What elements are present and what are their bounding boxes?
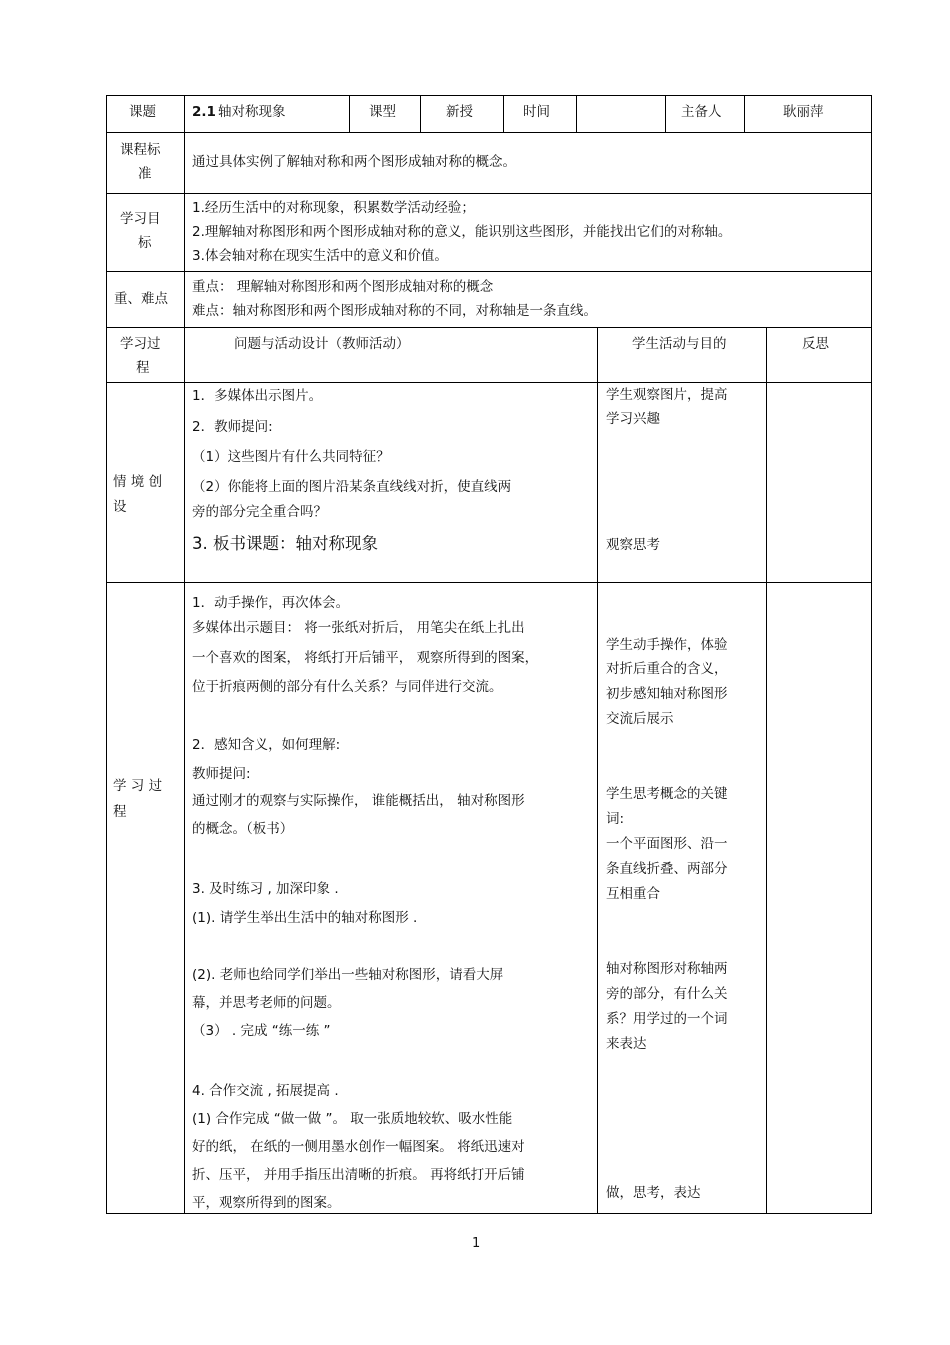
preparer-label: 主备人 <box>681 104 722 120</box>
learning-student-line: 旁的部分，有什么关 <box>606 986 728 1002</box>
column-divider <box>766 327 767 1213</box>
time-label: 时间 <box>523 104 550 120</box>
scenario-teacher-line: 旁的部分完全重合吗？ <box>192 504 327 520</box>
table-border-bottom <box>106 1213 872 1214</box>
learning-teacher-line: 1．动手操作，再次体会。 <box>192 595 350 611</box>
learning-teacher-line: 一个喜欢的图案， 将纸打开后铺平， 观察所得到的图案， <box>192 650 539 666</box>
scenario-teacher-line: （1）这些图片有什么共同特征？ <box>192 449 390 465</box>
key-focus: 重点： 理解轴对称图形和两个图形成轴对称的概念 <box>192 279 494 295</box>
learning-teacher-line: 好的纸， 在纸的一侧用墨水创作一幅图案。 将纸迅速对 <box>192 1139 525 1155</box>
learning-student-line: 对折后重合的含义， <box>606 661 728 677</box>
learning-teacher-line: 2．感知含义，如何理解: <box>192 737 341 753</box>
topic-number: 2.1 <box>192 104 216 120</box>
column-divider <box>349 95 350 132</box>
row-divider <box>106 132 872 133</box>
scenario-teacher-line: 2．教师提问: <box>192 419 273 435</box>
scenario-student-line: 学生观察图片，提高 <box>606 387 728 403</box>
scenario-teacher-line: （2）你能将上面的图片沿某条直线线对折，使直线两 <box>192 479 512 495</box>
learning-student-line: 词: <box>606 811 625 827</box>
learning-teacher-line: (1). 请学生举出生活中的轴对称图形 . <box>192 910 418 926</box>
scenario-student-line: 观察思考 <box>606 537 660 553</box>
student-activity-header: 学生活动与目的 <box>632 336 727 352</box>
row-divider <box>106 382 872 383</box>
scenario-label: 情 境 创 <box>113 474 163 490</box>
row-divider <box>106 582 872 583</box>
column-divider <box>597 327 598 1213</box>
row-divider <box>106 271 872 272</box>
learning-teacher-line: 平，观察所得到的图案。 <box>192 1195 341 1211</box>
learning-teacher-line: 教师提问: <box>192 766 251 782</box>
goals-label: 学习目 <box>120 211 161 227</box>
goals-label: 标 <box>138 235 152 251</box>
column-divider <box>420 95 421 132</box>
learning-student-line: 学生思考概念的关键 <box>606 786 728 802</box>
learning-label: 程 <box>113 804 127 820</box>
scenario-label: 设 <box>113 499 127 515</box>
learning-teacher-line: 通过刚才的观察与实际操作， 谁能概括出， 轴对称图形 <box>192 793 525 809</box>
column-divider <box>665 95 666 132</box>
preparer-value: 耿丽萍 <box>783 104 824 120</box>
column-divider <box>576 95 577 132</box>
standard-label: 准 <box>138 166 152 182</box>
learning-student-line: 做，思考，表达 <box>606 1185 701 1201</box>
process-label: 程 <box>136 360 150 376</box>
table-border-right <box>871 95 872 1213</box>
learning-teacher-line: 多媒体出示题目： 将一张纸对折后， 用笔尖在纸上扎出 <box>192 620 525 636</box>
learning-student-line: 初步感知轴对称图形 <box>606 686 728 702</box>
learning-student-line: 轴对称图形对称轴两 <box>606 961 728 977</box>
scenario-teacher-line: 1．多媒体出示图片。 <box>192 388 323 404</box>
table-border-left <box>106 95 107 1213</box>
learning-teacher-line: (2). 老师也给同学们举出一些轴对称图形，请看大屏 <box>192 967 504 983</box>
standard-label: 课程标 <box>120 142 161 158</box>
standard-content: 通过具体实例了解轴对称和两个图形成轴对称的概念。 <box>192 154 516 170</box>
learning-student-line: 一个平面图形、沿一 <box>606 836 728 852</box>
learning-student-line: 条直线折叠、两部分 <box>606 861 728 877</box>
scenario-student-line: 学习兴趣 <box>606 411 660 427</box>
learning-teacher-line: (1) 合作完成 “做一做 ”。 取一张质地较软、吸水性能 <box>192 1111 513 1127</box>
learning-teacher-line: 折、压平， 并用手指压出清晰的折痕。 再将纸打开后铺 <box>192 1167 525 1183</box>
key-difficulty: 难点：轴对称图形和两个图形成轴对称的不同，对称轴是一条直线。 <box>192 303 597 319</box>
process-label: 学习过 <box>120 336 161 352</box>
learning-teacher-line: 位于折痕两侧的部分有什么关系？与同伴进行交流。 <box>192 679 503 695</box>
learning-student-line: 交流后展示 <box>606 711 674 727</box>
learning-teacher-line: 幕，并思考老师的问题。 <box>192 995 341 1011</box>
column-divider <box>744 95 745 132</box>
topic-title: 轴对称现象 <box>218 104 286 120</box>
learning-student-line: 来表达 <box>606 1036 647 1052</box>
page-number: 1 <box>472 1236 481 1251</box>
learning-teacher-line: （3） . 完成 “练一练 ” <box>192 1023 331 1039</box>
topic-label: 课题 <box>129 104 156 120</box>
column-divider <box>184 95 185 1213</box>
column-divider <box>503 95 504 132</box>
goal-item: 1.经历生活中的对称现象，积累数学活动经验； <box>192 200 475 216</box>
key-points-label: 重、难点 <box>114 291 168 307</box>
reflection-header: 反思 <box>802 336 829 352</box>
board-title-line: 3. 板书课题：轴对称现象 <box>192 534 378 553</box>
table-border-top <box>106 95 872 96</box>
row-divider <box>106 327 872 328</box>
learning-teacher-line: 3. 及时练习 , 加深印象 . <box>192 881 339 897</box>
row-divider <box>106 193 872 194</box>
learning-teacher-line: 4. 合作交流 , 拓展提高 . <box>192 1083 339 1099</box>
goal-item: 2.理解轴对称图形和两个图形成轴对称的意义，能识别这些图形，并能找出它们的对称轴。 <box>192 224 732 240</box>
learning-teacher-line: 的概念。（板书） <box>192 821 294 837</box>
learning-label: 学 习 过 <box>113 778 163 794</box>
learning-student-line: 互相重合 <box>606 886 660 902</box>
learning-student-line: 系？用学过的一个词 <box>606 1011 728 1027</box>
teacher-activity-header: 问题与活动设计（教师活动） <box>234 336 410 352</box>
type-value: 新授 <box>446 104 473 120</box>
goal-item: 3.体会轴对称在现实生活中的意义和价值。 <box>192 248 448 264</box>
type-label: 课型 <box>369 104 396 120</box>
learning-student-line: 学生动手操作，体验 <box>606 637 728 653</box>
